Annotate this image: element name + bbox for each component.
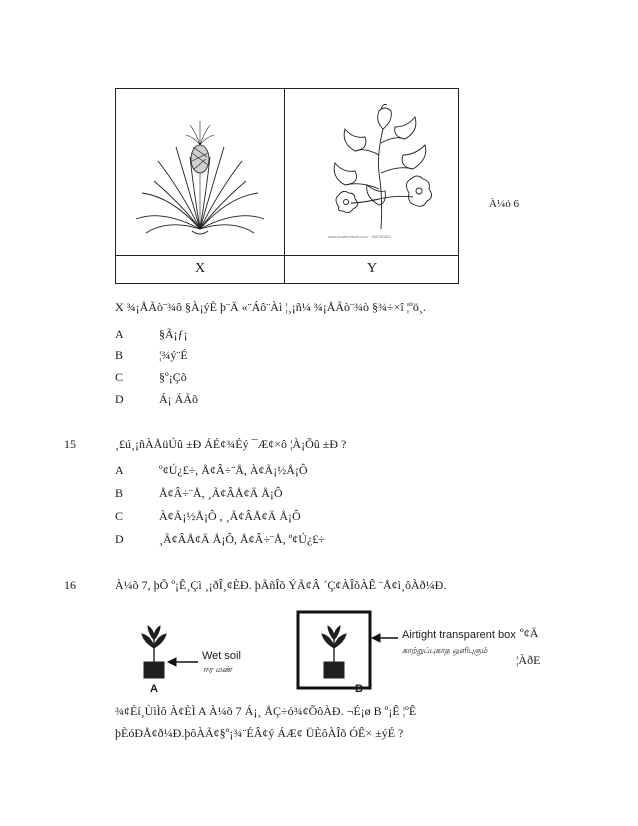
q16-closing-line-2: þÈóÐÅ¢ð¼Ð.þôÀÃ¢§º¡¾¨ÉÂ¢ý ÁÆ¢ ÜÈôÀÎõ ÓÊ× ±ýÉ ?: [115, 726, 404, 740]
airtight-box-arrow: [372, 634, 398, 642]
table-divider-vertical: [284, 89, 285, 283]
hibiscus-plant-image: [321, 99, 441, 231]
airtight-box-tamil-label: காற்றுப்புகாத ஒளிபுகும்: [402, 646, 488, 655]
plant-b-label: B: [355, 683, 363, 695]
q15-option-d-letter: D: [115, 532, 124, 546]
wet-soil-label: Wet soil: [202, 650, 241, 662]
caption-x: X: [194, 261, 206, 276]
q16-number: 16: [64, 578, 76, 592]
q16-stem: À¼õ 7, þÕ º¡Ê¸Çì ¸¡ðÎ¸¢ÈÐ. þÃñÎõ ÝÃ¢Â ´Ç¢ÀÎõÀÊ ¨Å¢ì¸ôÀð¼Ð.: [115, 578, 447, 592]
caption-y: Y: [366, 261, 378, 276]
plant-a-icon: [142, 626, 166, 678]
pineapple-plant-image: [132, 97, 268, 247]
q14-option-c-letter: C: [115, 370, 124, 384]
plant-a-label: A: [150, 683, 158, 695]
q15-option-c-letter: C: [115, 509, 124, 523]
q15-number: 15: [64, 437, 76, 451]
airtight-box-label: Airtight transparent box: [402, 629, 516, 641]
wet-soil-arrow: [168, 658, 198, 666]
q14-stem: X ¾¡ÅÃò¨¾ô §À¡ýÈ þ¨Ä «¨Áô¨Àì ¦¸¡ñ¼ ¾¡ÅÃò¨¾ò §¾÷×î ¦ºö¸.: [115, 300, 426, 314]
side-note-top: º¢Ä: [520, 626, 539, 640]
q14-option-b-letter: B: [115, 348, 124, 362]
q15-option-d-text[interactable]: ¸Ã¢ÂÅ¢Ä Å¡Ô, Å¢Â÷¨Å, º¢Ú¿£÷: [159, 532, 325, 546]
hibiscus-watermark: www.shutterstock.com · 365750822: [328, 234, 392, 239]
q15-option-a-text[interactable]: º¢Ú¿£÷, Å¢Â÷¨Å, À¢Ã¡½Å¡Ô: [159, 463, 308, 477]
q16-closing-line-1: ¾¢Éí¸ÙìÌô À¢ÈÌ A À¼õ 7 Á¡¸ ÅÇ÷ó¾¢ÕôÀÐ. ¬É¡ø B º¡Ê ¦ºÊ: [115, 704, 417, 718]
q14-option-a-text[interactable]: §Ã¡ƒ¡: [159, 327, 188, 341]
q14-option-c-text[interactable]: §º¡Çõ: [159, 370, 187, 384]
q15-option-c-text[interactable]: À¢Ã¡½Å¡Ô , ¸Ã¢ÂÅ¢Ä Å¡Ô: [159, 509, 301, 523]
q14-option-d-text[interactable]: Á¡ ÁÃõ: [159, 392, 198, 406]
wet-soil-tamil-label: ஈர மண்: [203, 665, 232, 674]
q14-option-d-letter: D: [115, 392, 124, 406]
plant-b-icon: [322, 626, 346, 678]
q15-option-a-letter: A: [115, 463, 124, 477]
figure-6-table: [115, 88, 459, 284]
q15-option-b-text[interactable]: Å¢Â÷¨Å, ¸Ã¢ÂÅ¢Ä Å¡Ô: [159, 486, 283, 500]
table-divider-horizontal: [116, 255, 458, 256]
q15-option-b-letter: B: [115, 486, 124, 500]
q15-stem: ¸£ú¸¡ñÀÅüÚû ±Ð ÁÉ¢¾Éý ¯Æ¢×ô ¦À¡Õû ±Ð ?: [115, 437, 347, 451]
figure-6-label: À¼ó 6: [489, 198, 519, 210]
q14-option-a-letter: A: [115, 327, 124, 341]
side-note-bottom: ¦ÀðE: [516, 653, 541, 667]
q14-option-b-text[interactable]: ¦¾ý¨É: [159, 348, 188, 362]
